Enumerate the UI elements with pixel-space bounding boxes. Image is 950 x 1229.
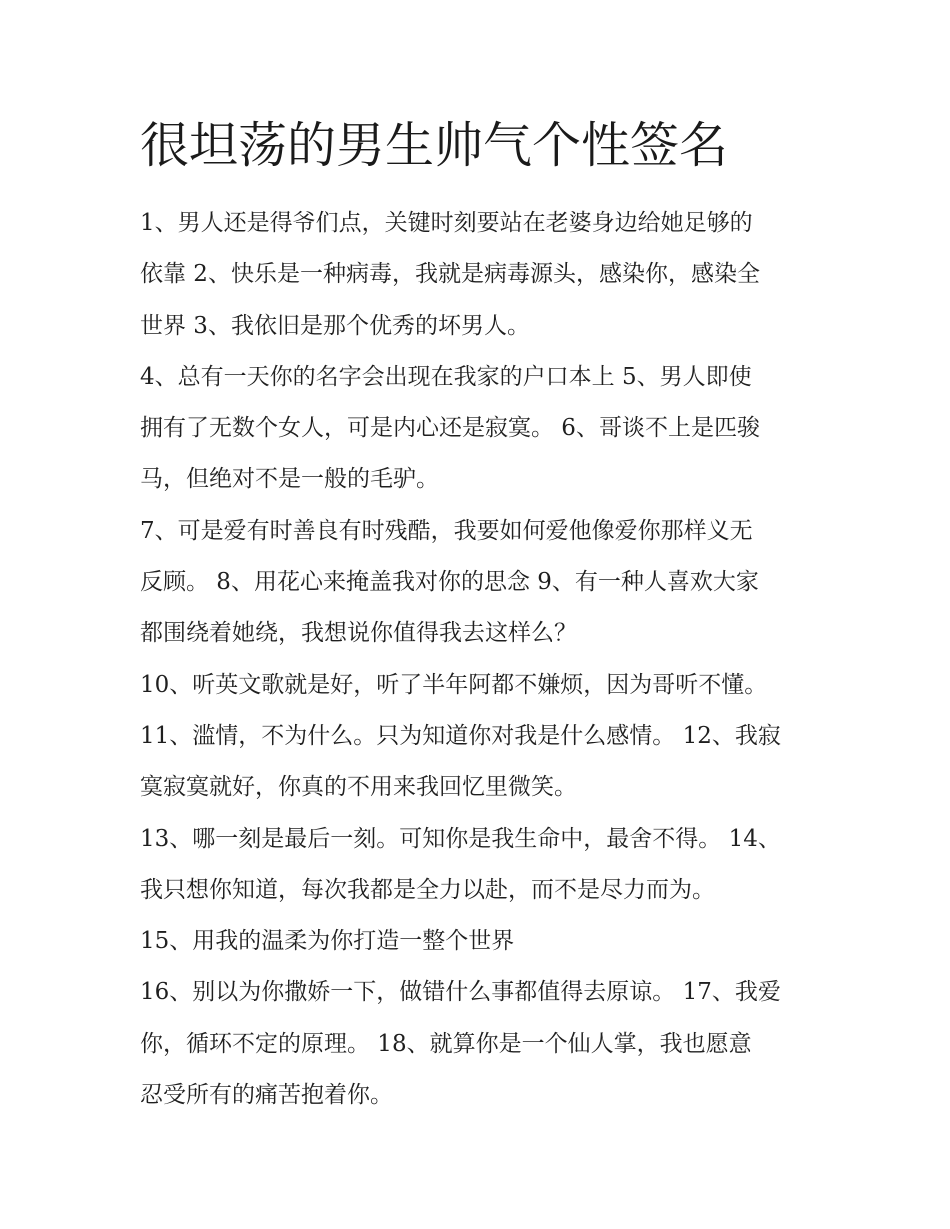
body-line: 你，循环不定的原理。 18、就算你是一个仙人掌，我也愿意 xyxy=(140,1030,752,1057)
body-line: 世界 3、我依旧是那个优秀的坏男人。 xyxy=(140,312,530,339)
body-line: 寞寂寞就好，你真的不用来我回忆里微笑。 xyxy=(140,774,577,801)
document-body xyxy=(140,198,820,1121)
body-line: 拥有了无数个女人，可是内心还是寂寞。 6、哥谈不上是匹骏 xyxy=(140,415,760,442)
body-line: 马，但绝对不是一般的毛驴。 xyxy=(140,466,439,493)
body-line: 16、别以为你撒娇一下，做错什么事都值得去原谅。 17、我爱 xyxy=(140,979,781,1006)
body-line: 依靠 2、快乐是一种病毒，我就是病毒源头，感染你，感染全 xyxy=(140,261,760,288)
body-line: 15、用我的温柔为你打造一整个世界 xyxy=(140,928,515,955)
body-line: 反顾。 8、用花心来掩盖我对你的思念 9、有一种人喜欢大家 xyxy=(140,569,759,596)
body-line: 忍受所有的痛苦抱着你。 xyxy=(140,1082,393,1109)
body-line: 都围绕着她绕，我想说你值得我去这样么？ xyxy=(140,620,577,647)
document-title: 很坦荡的男生帅气个性签名 xyxy=(140,117,729,174)
body-line: 11、滥情，不为什么。只为知道你对我是什么感情。 12、我寂 xyxy=(140,722,781,749)
body-line: 7、可是爱有时善良有时残酷，我要如何爱他像爱你那样义无 xyxy=(140,517,753,544)
body-line: 我只想你知道，每次我都是全力以赴，而不是尽力而为。 xyxy=(140,876,715,903)
body-line: 13、哪一刻是最后一刻。可知你是我生命中，最舍不得。 14、 xyxy=(140,825,781,852)
body-line: 1、男人还是得爷们点，关键时刻要站在老婆身边给她足够的 xyxy=(140,210,753,236)
body-line: 10、听英文歌就是好，听了半年阿都不嫌烦，因为哥听不懂。 xyxy=(140,671,768,698)
body-line: 4、总有一天你的名字会出现在我家的户口本上 5、男人即使 xyxy=(140,363,752,390)
